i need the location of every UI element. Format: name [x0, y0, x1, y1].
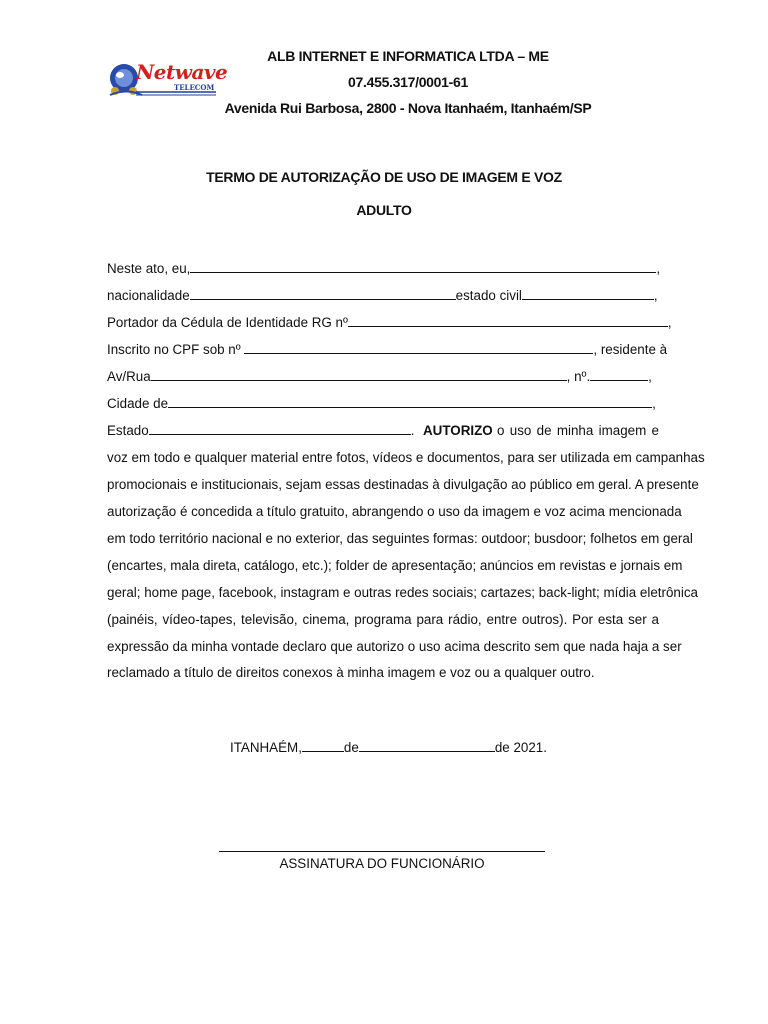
form-line-street: Av/Rua , nº. ,	[107, 369, 652, 384]
civil-status-label: estado civil	[455, 288, 522, 303]
month-blank[interactable]	[359, 740, 495, 752]
street-blank[interactable]	[151, 369, 567, 381]
form-line-name: Neste ato, eu, ,	[107, 261, 661, 276]
body-line: (painéis, vídeo-tapes, televisão, cinema, programa para rádio, entre outros). Por esta ser a	[107, 612, 659, 627]
street-label: Av/Rua	[107, 369, 151, 384]
company-cnpj: 07.455.317/0001-61	[348, 74, 468, 90]
city-blank[interactable]	[168, 396, 652, 408]
state-label: Estado	[107, 423, 149, 438]
name-label: Neste ato, eu,	[107, 261, 191, 276]
date-year: de 2021.	[494, 740, 547, 755]
body-line: (encartes, mala direta, catálogo, etc.); folder de apresentação; anúncios em revistas e jornais em	[107, 558, 683, 573]
signature-line[interactable]	[219, 851, 545, 852]
cpf-label: Inscrito no CPF sob nº	[107, 342, 241, 357]
city-label: Cidade de	[107, 396, 169, 411]
body-line: reclamado a título de direitos conexos à minha imagem e voz ou a qualquer outro.	[107, 665, 595, 680]
logo-text: Netwave	[136, 60, 228, 84]
autorizo-rest: o uso de minha imagem e	[497, 423, 659, 438]
cpf-blank[interactable]	[244, 342, 593, 354]
body-line: promocionais e institucionais, sejam essas destinadas à divulgação ao público em geral. A presente	[107, 477, 699, 492]
state-blank[interactable]	[149, 423, 411, 435]
form-line-state: Estado . AUTORIZO o uso de minha imagem e	[107, 423, 659, 438]
company-name: ALB INTERNET E INFORMATICA LTDA – ME	[267, 48, 549, 64]
document-subtitle: ADULTO	[356, 202, 412, 218]
document-title: TERMO DE AUTORIZAÇÃO DE USO DE IMAGEM E VOZ	[206, 169, 562, 185]
rg-label: Portador da Cédula de Identidade RG nº	[107, 315, 348, 330]
form-line-rg: Portador da Cédula de Identidade RG nº ,	[107, 315, 672, 330]
company-address: Avenida Rui Barbosa, 2800 - Nova Itanhaém, Itanhaém/SP	[224, 100, 592, 116]
form-line-city: Cidade de ,	[107, 396, 656, 411]
number-blank[interactable]	[590, 369, 648, 381]
rg-blank[interactable]	[348, 315, 668, 327]
number-label: , nº.	[566, 369, 591, 384]
body-line: autorização é concedida a título gratuito, abrangendo o uso da imagem e voz acima mencionada	[107, 504, 682, 519]
signature-label: ASSINATURA DO FUNCIONÁRIO	[279, 856, 485, 871]
body-line: voz em todo e qualquer material entre fotos, vídeos e documentos, para ser utilizada em campanhas	[107, 450, 705, 465]
civil-status-blank[interactable]	[522, 288, 654, 300]
logo-subtext: TELECOM	[174, 83, 215, 92]
form-line-nationality: nacionalidade estado civil ,	[107, 288, 658, 303]
body-line: geral; home page, facebook, instagram e outras redes sociais; cartazes; back-light; mídia eletrônica	[107, 585, 698, 600]
name-blank[interactable]	[190, 261, 656, 273]
date-city: ITANHAÉM,	[230, 740, 302, 755]
nationality-blank[interactable]	[190, 288, 456, 300]
form-line-cpf: Inscrito no CPF sob nº , residente à	[107, 342, 668, 357]
body-line: expressão da minha vontade declaro que autorizo o uso acima descrito sem que nada haja a ser	[107, 639, 682, 654]
nationality-label: nacionalidade	[107, 288, 190, 303]
body-line: em todo território nacional e no exterior, das seguintes formas: outdoor; busdoor; folhetos em geral	[107, 531, 693, 546]
day-blank[interactable]	[302, 740, 344, 752]
date-line: ITANHAÉM, de de 2021.	[230, 740, 547, 755]
autorizo-label: AUTORIZO	[423, 423, 493, 438]
